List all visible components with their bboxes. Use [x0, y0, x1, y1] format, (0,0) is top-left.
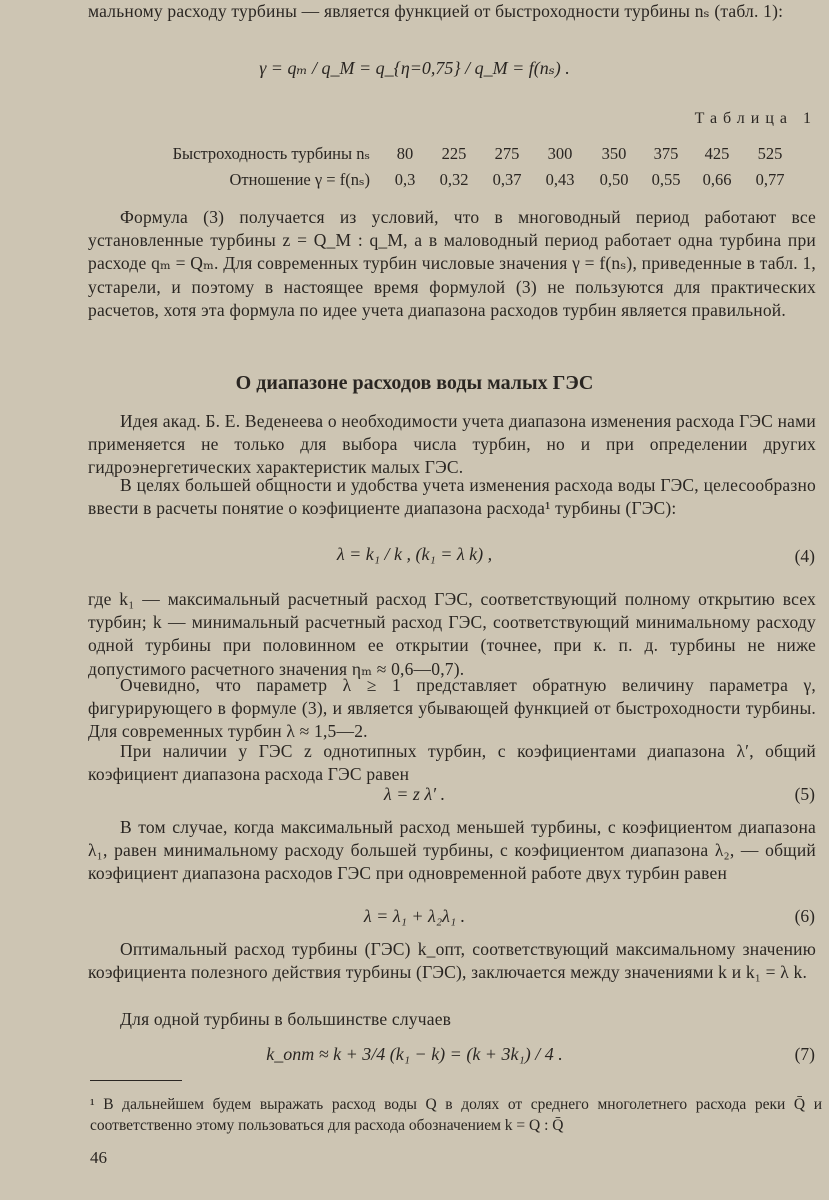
paragraph-idea: Идея акад. Б. Е. Веденеева о необходимости учета диапазона изменения расхода ГЭС нами применяется не только для выбора числа турбин, но и при определении других гидроэнергетических характеристик малых ГЭС.: [88, 411, 816, 478]
table-row-label: Быстроходность турбины nₛ: [172, 144, 370, 163]
table-row-speed: [0, 144, 829, 170]
paragraph-where: где k₁ — максимальный расчетный расход ГЭС, соответствующий полному открытию всех турбин; k — минимальный расчетный расход ГЭС, соответствующий минимальному расходу одной турбины при половинном ее открытии (точнее, при к. п. д. турбины не ниже допустимого расчетного значения ηₘ ≈ 0,6—0,7).: [88, 589, 816, 679]
table-cell: 425: [704, 144, 730, 163]
section-heading: О диапазоне расходов воды малых ГЭС: [235, 372, 594, 394]
table-row-ratio: [0, 170, 829, 196]
table-cell: 0,66: [702, 170, 732, 189]
equation-number-6: (6): [794, 906, 815, 926]
table-row-label: Отношение γ = f(nₛ): [229, 170, 370, 189]
table-cell: 80: [396, 144, 414, 163]
table-caption: Таблица 1: [694, 110, 817, 127]
footnote: ¹ В дальнейшем будем выражать расход воды Q в долях от среднего многолетнего расхода реки Q̄ и соответственно этому пользоваться для расхода обозначением k = Q : Q̄: [90, 1096, 822, 1134]
formula-5: λ = z λ′ .: [383, 784, 446, 804]
table-cell: 225: [441, 144, 467, 163]
equation-number-7: (7): [794, 1044, 815, 1064]
formula-4: λ = k₁ / k , (k₁ = λ k) ,: [336, 544, 493, 564]
page-number: 46: [90, 1148, 107, 1167]
table-cell: 350: [601, 144, 627, 163]
equation-number-4: (4): [794, 546, 815, 566]
formula-7: k_опт ≈ k + 3/4 (k₁ − k) = (k + 3k₁) / 4 .: [266, 1044, 563, 1064]
table-cell: 275: [494, 144, 520, 163]
paragraph-z-turbines: При наличии у ГЭС z однотипных турбин, с коэфициентами диапазона λ′, общий коэфициент диапазона расхода ГЭС равен: [88, 741, 816, 785]
table-cell: 525: [757, 144, 783, 163]
table-cell: 0,37: [492, 170, 522, 189]
footnote-rule: [90, 1080, 182, 1081]
table-cell: 0,32: [439, 170, 469, 189]
table-cell: 0,50: [599, 170, 629, 189]
paragraph-purpose: В целях большей общности и удобства учета изменения расхода воды ГЭС, целесообразно ввести в расчеты понятие о коэфициенте диапазона расхода¹ турбины (ГЭС):: [88, 475, 816, 519]
paragraph-obviously: Очевидно, что параметр λ ≥ 1 представляет обратную величину параметра γ, фигурирующего в формуле (3), и является убывающей функцией от быстроходности турбины. Для современных турбин λ ≈ 1,5—2.: [88, 675, 816, 742]
formula-6: λ = λ₁ + λ₂λ₁ .: [363, 906, 466, 926]
paragraph-case: В том случае, когда максимальный расход меньшей турбины, с коэфициентом диапазона λ₁, равен минимальному расходу большей турбины, с коэфициентом диапазона λ₂, — общий коэфициент диапазона расходов ГЭС при одновременной работе двух турбин равен: [88, 817, 816, 884]
formula-gamma: γ = qₘ / q_M = q_{η=0,75} / q_M = f(nₛ) .: [259, 58, 570, 78]
table-cell: 0,43: [545, 170, 575, 189]
intro-paragraph: мальному расходу турбины — является функцией от быстроходности турбины nₛ (табл. 1):: [88, 1, 784, 21]
table-cell: 0,3: [394, 170, 416, 189]
table-cell: 0,55: [651, 170, 681, 189]
equation-number-5: (5): [794, 784, 815, 804]
table-cell: 0,77: [755, 170, 785, 189]
table-cell: 375: [653, 144, 679, 163]
table-cell: 300: [547, 144, 573, 163]
paragraph-optimal: Оптимальный расход турбины (ГЭС) k_опт, соответствующий максимальному значению коэфициента полезного действия турбины (ГЭС), заключается между значениями k и k₁ = λ k.: [88, 939, 816, 983]
paragraph-formula3: Формула (3) получается из условий, что в многоводный период работают все установленные турбины z = Q_M : q_M, а в маловодный период работает одна турбина при расходе qₘ = Qₘ. Для современных турбин числовые значения γ = f(nₛ), приведенные в табл. 1, устарели, и поэтому в настоящее время формулой (3) не пользуются для практических расчетов, хотя эта формула по идее учета диапазона расходов турбин является правильной.: [88, 207, 816, 320]
paragraph-single: Для одной турбины в большинстве случаев: [120, 1009, 452, 1029]
